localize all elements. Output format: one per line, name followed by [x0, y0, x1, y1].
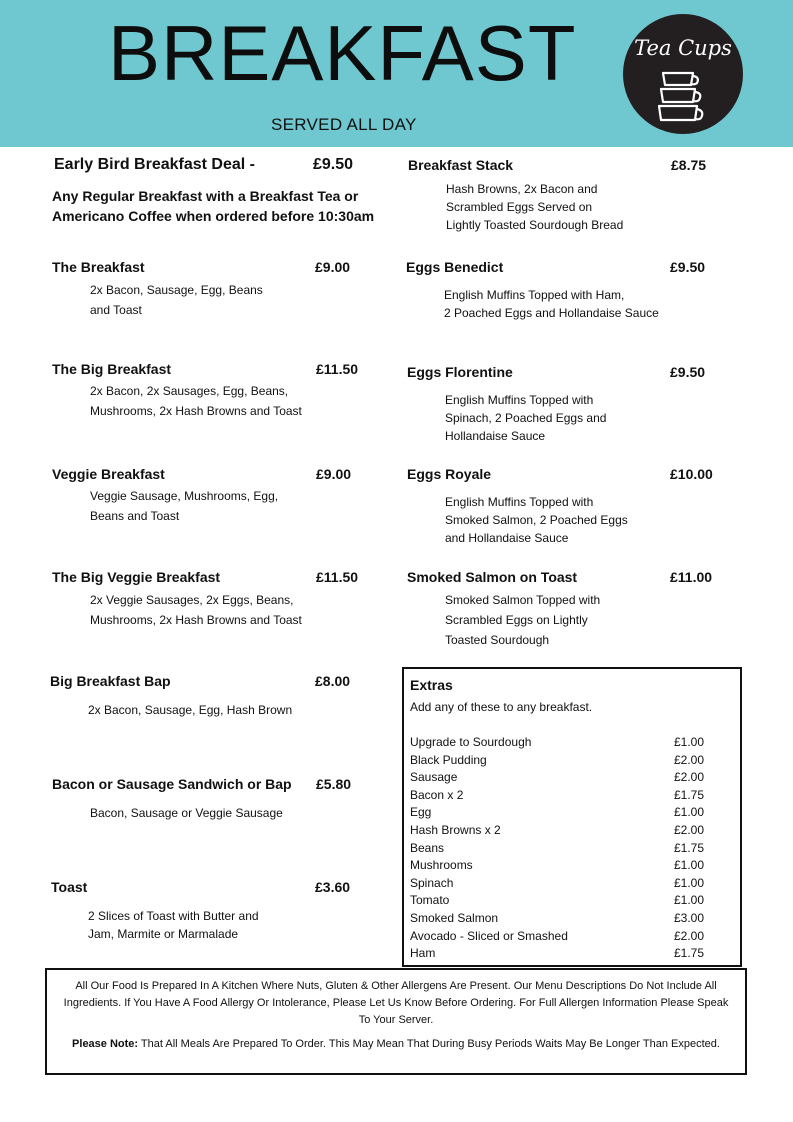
extras-item-name: Mushrooms	[410, 858, 473, 873]
extras-item-price: £2.00	[674, 928, 705, 943]
description-line: 2 Slices of Toast with Butter and	[88, 909, 259, 923]
deal-name: Early Bird Breakfast Deal -	[54, 156, 255, 173]
extras-title: Extras	[410, 677, 453, 693]
extras-item	[410, 892, 730, 910]
extras-item	[410, 787, 730, 805]
extras-item-price: £2.00	[674, 752, 705, 767]
item-name: The Big Breakfast	[52, 361, 172, 377]
item-price: £8.00	[315, 673, 351, 689]
extras-item-name: Upgrade to Sourdough	[410, 735, 532, 749]
item-name: Breakfast Stack	[408, 157, 514, 173]
item-name: Eggs Benedict	[406, 259, 504, 275]
logo-text: Tea Cups	[634, 36, 732, 60]
extras-item-name: Bacon x 2	[410, 787, 464, 802]
item-name: Veggie Breakfast	[52, 466, 165, 482]
extras-item	[410, 857, 730, 875]
item-description	[90, 803, 283, 823]
item-price: £11.50	[316, 569, 359, 585]
allergen-text: All Our Food Is Prepared In A Kitchen Where Nuts, Gluten & Other Allergens Are Present. Our Menu Descriptions Do Not Include All Ingredients. If You Have A Food Allergy Or Intolerance, Please Let Us Know Before Ordering. For Full Allergen Information Please Speak To Your Server.	[63, 980, 729, 1026]
extras-item	[410, 804, 730, 822]
description-line: Lightly Toasted Sourdough Bread	[446, 218, 624, 232]
deal-description-line: Any Regular Breakfast with a Breakfast Tea or	[52, 188, 359, 204]
item-name: Big Breakfast Bap	[50, 673, 171, 689]
item-description	[445, 391, 606, 445]
extras-item	[410, 734, 730, 752]
description-line: English Muffins Topped with	[445, 393, 594, 407]
item-name: Bacon or Sausage Sandwich or Bap	[52, 776, 292, 792]
item-description	[90, 381, 302, 421]
extras-list	[410, 734, 730, 963]
description-line: 2 Poached Eggs and Hollandaise Sauce	[444, 306, 659, 320]
item-price: £9.00	[316, 466, 352, 482]
extras-item	[410, 875, 730, 893]
note-label: Please Note:	[72, 1038, 139, 1050]
extras-item-price: £3.00	[674, 910, 705, 925]
description-line: Mushrooms, 2x Hash Browns and Toast	[90, 613, 302, 627]
item-description	[90, 486, 278, 526]
item-description	[445, 590, 600, 650]
item-description	[444, 286, 659, 322]
extras-item-price: £1.00	[674, 875, 705, 890]
item-name: The Breakfast	[52, 259, 145, 275]
description-line: and Hollandaise Sauce	[445, 531, 569, 545]
extras-item-price: £1.00	[674, 858, 705, 873]
description-line: 2x Bacon, Sausage, Egg, Hash Brown	[88, 703, 293, 717]
extras-item-name: Tomato	[410, 893, 450, 908]
deal-description	[52, 186, 374, 226]
extras-item-price: £2.00	[674, 770, 705, 785]
item-price: £10.00	[670, 466, 713, 482]
extras-item-price: £1.00	[674, 893, 705, 908]
extras-item-price: £2.00	[674, 822, 705, 837]
extras-item-price: £1.75	[674, 946, 705, 961]
item-description	[90, 590, 302, 630]
extras-intro: Add any of these to any breakfast.	[410, 700, 593, 714]
description-line: Hollandaise Sauce	[445, 429, 546, 443]
description-line: 2x Veggie Sausages, 2x Eggs, Beans,	[90, 593, 294, 607]
extras-item-name: Spinach	[410, 875, 454, 890]
extras-item	[410, 840, 730, 858]
item-price: £9.00	[315, 259, 351, 275]
stacked-cups-icon	[653, 69, 713, 125]
allergen-notice	[45, 968, 747, 1075]
extras-item-name: Avocado - Sliced or Smashed	[410, 928, 568, 943]
description-line: Toasted Sourdough	[445, 633, 550, 647]
item-description	[445, 493, 628, 547]
item-description	[88, 907, 259, 943]
extras-item-name: Ham	[410, 946, 436, 961]
extras-item	[410, 752, 730, 770]
description-line: English Muffins Topped with	[445, 495, 594, 509]
deal-description-line: Americano Coffee when ordered before 10:30am	[52, 208, 375, 224]
item-price: £11.00	[670, 569, 713, 585]
extras-item-price: £1.75	[674, 787, 705, 802]
deal-price: £9.50	[313, 156, 354, 173]
description-line: Scrambled Eggs on Lightly	[445, 613, 588, 627]
description-line: Hash Browns, 2x Bacon and	[446, 182, 598, 196]
extras-item-name: Sausage	[410, 770, 458, 785]
description-line: Spinach, 2 Poached Eggs and	[445, 411, 607, 425]
note-text: That All Meals Are Prepared To Order. This May Mean That During Busy Periods Waits May Be Longer Than Expected.	[138, 1038, 720, 1050]
description-line: Mushrooms, 2x Hash Browns and Toast	[90, 404, 302, 418]
page-subtitle: SERVED ALL DAY	[271, 115, 417, 134]
item-description	[446, 180, 623, 234]
item-name: Smoked Salmon on Toast	[407, 569, 578, 585]
item-name: The Big Veggie Breakfast	[52, 569, 221, 585]
description-line: Scrambled Eggs Served on	[446, 200, 593, 214]
item-price: £8.75	[671, 157, 707, 173]
extras-item-name: Smoked Salmon	[410, 910, 499, 925]
item-name: Toast	[51, 879, 88, 895]
description-line: Bacon, Sausage or Veggie Sausage	[90, 806, 283, 820]
description-line: English Muffins Topped with Ham,	[444, 288, 625, 302]
item-price: £9.50	[670, 259, 706, 275]
description-line: Smoked Salmon Topped with	[445, 593, 601, 607]
description-line: Veggie Sausage, Mushrooms, Egg,	[90, 489, 279, 503]
item-price: £9.50	[670, 364, 706, 380]
extras-item-name: Egg	[410, 805, 432, 820]
extras-item	[410, 945, 730, 963]
header-banner	[0, 0, 793, 147]
description-line: Beans and Toast	[90, 509, 180, 523]
extras-item-price: £1.75	[674, 840, 705, 855]
description-line: 2x Bacon, 2x Sausages, Egg, Beans,	[90, 384, 289, 398]
extras-item-name: Beans	[410, 840, 445, 855]
extras-item	[410, 910, 730, 928]
description-line: and Toast	[90, 303, 142, 317]
extras-item-name: Black Pudding	[410, 752, 487, 767]
extras-item	[410, 928, 730, 946]
item-description	[90, 280, 263, 320]
item-description	[88, 700, 292, 720]
description-line: 2x Bacon, Sausage, Egg, Beans	[90, 283, 263, 297]
extras-panel	[402, 667, 742, 967]
page-title: BREAKFAST	[108, 9, 577, 97]
item-price: £5.80	[316, 776, 352, 792]
description-line: Jam, Marmite or Marmalade	[88, 927, 239, 941]
item-name: Eggs Florentine	[407, 364, 513, 380]
extras-item-price: £1.00	[674, 805, 705, 820]
preparation-note	[63, 1036, 729, 1053]
description-line: Smoked Salmon, 2 Poached Eggs	[445, 513, 628, 527]
extras-item-name: Hash Browns x 2	[410, 822, 501, 837]
item-price: £3.60	[315, 879, 351, 895]
extras-item	[410, 769, 730, 787]
tea-cups-logo	[623, 14, 743, 134]
item-price: £11.50	[316, 361, 359, 377]
item-name: Eggs Royale	[407, 466, 492, 482]
extras-item-price: £1.00	[674, 735, 705, 749]
extras-item	[410, 822, 730, 840]
